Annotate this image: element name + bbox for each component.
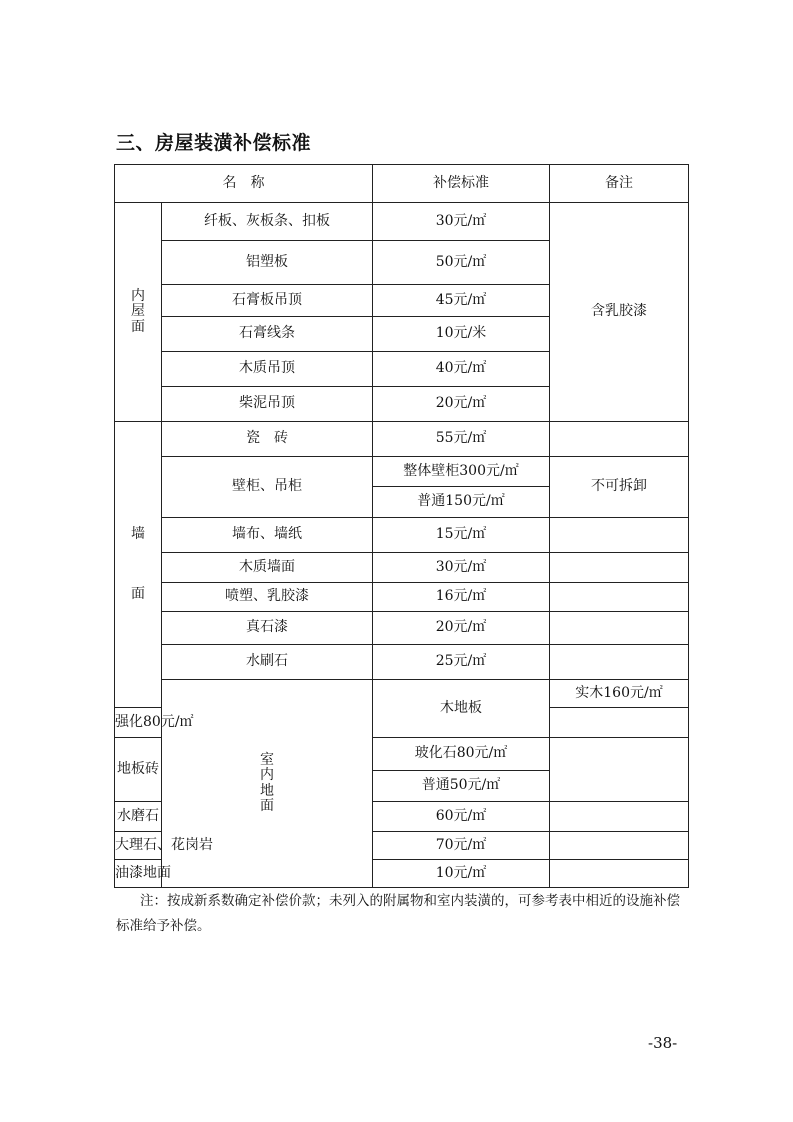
item-standard: 20元/㎡ (373, 612, 550, 645)
item-standard: 普通150元/㎡ (373, 487, 550, 518)
item-name: 墙布、墙纸 (162, 518, 373, 553)
item-standard: 强化80元/㎡ (115, 708, 162, 738)
item-name: 喷塑、乳胶漆 (162, 583, 373, 612)
item-name: 石膏线条 (162, 317, 373, 352)
item-standard: 40元/㎡ (373, 352, 550, 387)
item-name: 木质墙面 (162, 553, 373, 583)
group-label-wall: 墙 面 (115, 422, 162, 708)
remark-cell (550, 422, 689, 457)
header-remark: 备注 (550, 165, 689, 203)
item-name: 木地板 (373, 680, 550, 738)
item-name: 大理石、花岗岩 (115, 832, 162, 860)
item-name: 纤板、灰板条、扣板 (162, 203, 373, 241)
remark-cell (550, 832, 689, 860)
item-standard: 15元/㎡ (373, 518, 550, 553)
table-row (115, 645, 689, 680)
item-name: 柴泥吊顶 (162, 387, 373, 422)
group-label-ceiling: 内 屋 面 (115, 203, 162, 422)
item-name: 壁柜、吊柜 (162, 457, 373, 518)
item-standard: 16元/㎡ (373, 583, 550, 612)
table-row (115, 553, 689, 583)
item-standard: 45元/㎡ (373, 285, 550, 317)
page-number: -38- (648, 1034, 678, 1052)
item-name: 石膏板吊顶 (162, 285, 373, 317)
table-row (115, 422, 689, 457)
item-standard: 整体壁柜300元/㎡ (373, 457, 550, 487)
remark-cell (550, 860, 689, 888)
header-standard: 补偿标准 (373, 165, 550, 203)
remark-cell (550, 645, 689, 680)
item-name: 油漆地面 (115, 860, 162, 888)
item-name: 瓷 砖 (162, 422, 373, 457)
header-name: 名 称 (115, 165, 373, 203)
item-standard: 10元/米 (373, 317, 550, 352)
remark-cell (550, 612, 689, 645)
item-name: 真石漆 (162, 612, 373, 645)
item-name: 水刷石 (162, 645, 373, 680)
table-row (115, 680, 689, 708)
remark-cell (550, 738, 689, 802)
table-row (115, 457, 689, 487)
item-standard: 10元/㎡ (373, 860, 550, 888)
remark-cell (550, 802, 689, 832)
footnote: 注：按成新系数确定补偿价款；未列入的附属物和室内装潢的，可参考表中相近的设施补偿标准给予补偿。 (116, 893, 680, 934)
item-standard: 实木160元/㎡ (550, 680, 689, 708)
item-name: 铝塑板 (162, 241, 373, 285)
item-name: 水磨石 (115, 802, 162, 832)
item-standard: 25元/㎡ (373, 645, 550, 680)
item-standard: 30元/㎡ (373, 553, 550, 583)
remark-cell: 不可拆卸 (550, 457, 689, 518)
table-row (115, 518, 689, 553)
item-standard: 玻化石80元/㎡ (373, 738, 550, 771)
remark-cell (550, 583, 689, 612)
section-title: 三、房屋装潢补偿标准 (116, 132, 312, 154)
item-standard: 60元/㎡ (373, 802, 550, 832)
remark-cell (550, 518, 689, 553)
compensation-table (114, 164, 689, 888)
item-standard: 55元/㎡ (373, 422, 550, 457)
table-row (115, 203, 689, 241)
group-remark-ceiling: 含乳胶漆 (550, 203, 689, 422)
item-name: 木质吊顶 (162, 352, 373, 387)
item-standard: 普通50元/㎡ (373, 771, 550, 802)
table-row (115, 583, 689, 612)
remark-cell (550, 553, 689, 583)
table-header-row (115, 165, 689, 203)
item-standard: 30元/㎡ (373, 203, 550, 241)
item-name: 地板砖 (115, 738, 162, 802)
group-label-floor: 室 内 地 面 (162, 680, 373, 888)
item-standard: 70元/㎡ (373, 832, 550, 860)
item-standard: 50元/㎡ (373, 241, 550, 285)
item-standard: 20元/㎡ (373, 387, 550, 422)
table-row (115, 612, 689, 645)
